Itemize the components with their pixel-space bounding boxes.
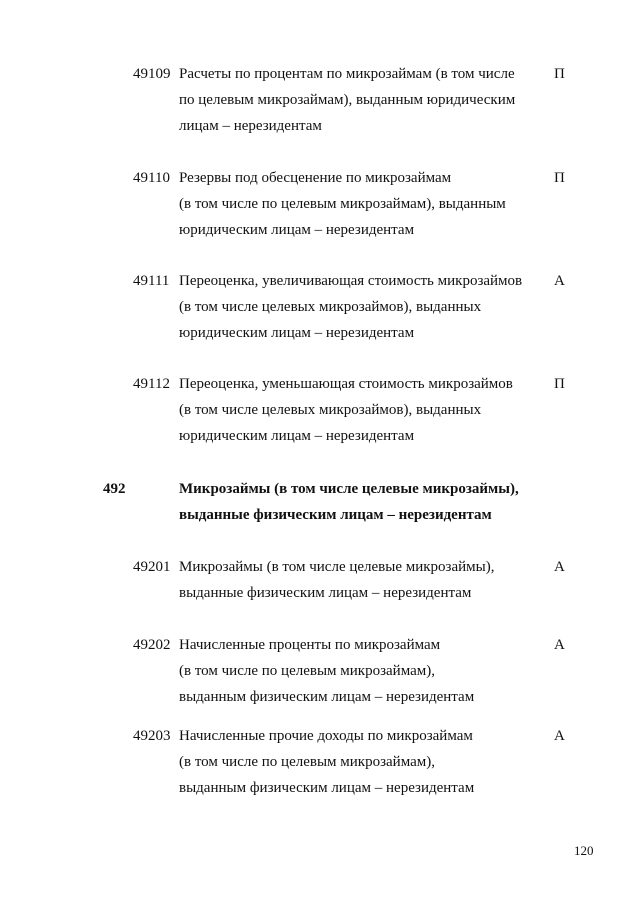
description-line: выданным физическим лицам – нерезидентам [179,780,475,796]
description-line: Резервы под обесценение по микрозаймам [179,170,452,186]
section-title-line: выданные физическим лицам – нерезидентам [179,507,492,523]
description-line: (в том числе целевых микрозаймов), выданных [179,402,482,418]
description-line: Расчеты по процентам по микрозаймам (в том числе [179,66,515,82]
account-type-flag: А [554,637,565,653]
description-line: юридическим лицам – нерезидентам [179,325,415,341]
account-description [179,632,539,710]
account-description [179,371,539,449]
description-line: выданные физическим лицам – нерезидентам [179,585,472,601]
account-type-flag: П [554,66,565,82]
description-line: Переоценка, увеличивающая стоимость микрозаймов [179,273,523,289]
account-description [179,723,539,801]
account-type-flag: П [554,376,565,392]
description-line: (в том числе по целевым микрозаймам), [179,754,435,770]
account-code: 49109 [133,66,171,82]
account-description [179,61,539,139]
section-title [179,476,539,528]
description-line: юридическим лицам – нерезидентам [179,222,415,238]
account-type-flag: А [554,728,565,744]
account-type-flag: П [554,170,565,186]
account-code: 49112 [133,376,170,392]
page-number: 120 [574,843,594,858]
section-title-line: Микрозаймы (в том числе целевые микрозаймы), [179,481,519,497]
section-code: 492 [103,481,126,497]
account-type-flag: А [554,559,565,575]
account-type-flag: А [554,273,565,289]
description-line: по целевым микрозаймам), выданным юридическим [179,92,516,108]
description-line: выданным физическим лицам – нерезидентам [179,689,475,705]
account-code: 49201 [133,559,171,575]
description-line: (в том числе по целевым микрозаймам), [179,663,435,679]
account-code: 49111 [133,273,170,289]
account-code: 49202 [133,637,171,653]
description-line: юридическим лицам – нерезидентам [179,428,415,444]
account-code: 49110 [133,170,170,186]
description-line: (в том числе по целевым микрозаймам), выданным [179,196,506,212]
description-line: Начисленные прочие доходы по микрозаймам [179,728,473,744]
description-line: (в том числе целевых микрозаймов), выданных [179,299,482,315]
account-code: 49203 [133,728,171,744]
description-line: Микрозаймы (в том числе целевые микрозаймы), [179,559,495,575]
description-line: Переоценка, уменьшающая стоимость микрозаймов [179,376,513,392]
description-line: Начисленные проценты по микрозаймам [179,637,441,653]
description-line: лицам – нерезидентам [179,118,322,134]
account-description [179,554,539,606]
account-description [179,165,539,243]
account-description [179,268,539,346]
